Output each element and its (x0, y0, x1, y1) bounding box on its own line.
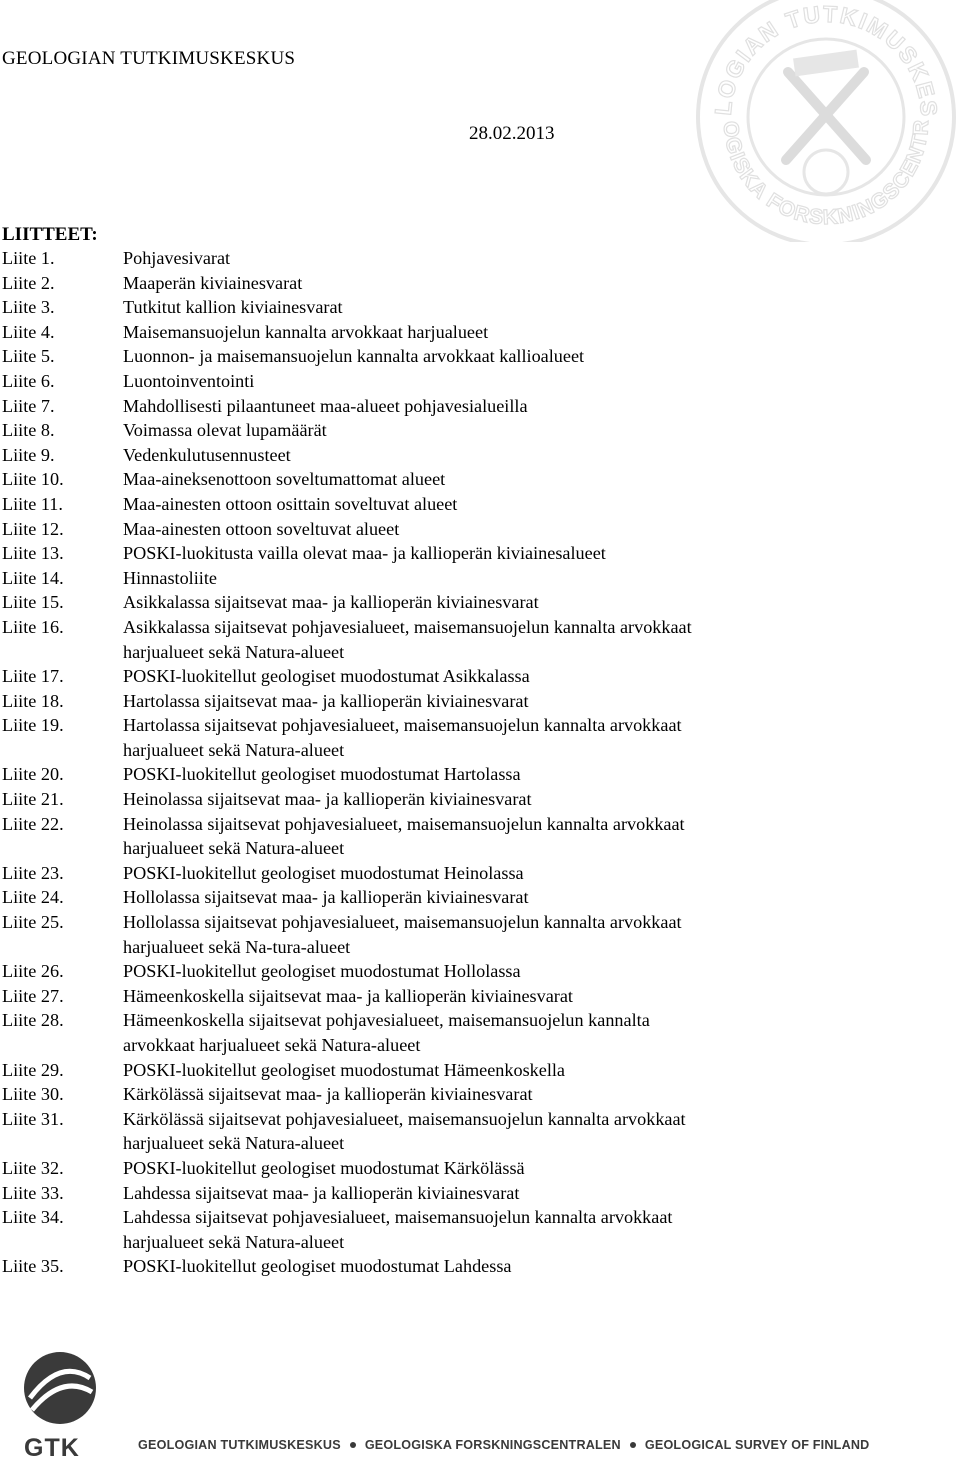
appendix-title: Luontoinventointi (123, 370, 255, 391)
appendix-number: Liite 31. (2, 1108, 64, 1129)
appendix-title: Asikkalassa sijaitsevat maa- ja kallioperän kiviainesvarat (123, 592, 539, 613)
appendix-number: Liite 17. (2, 666, 64, 687)
organization-name: GEOLOGIAN TUTKIMUSKESKUS (2, 48, 296, 69)
appendix-title: Maa-ainesten ottoon soveltuvat alueet (123, 518, 400, 539)
appendix-row (2, 369, 902, 394)
appendix-row (2, 443, 902, 468)
appendix-number: Liite 6. (2, 370, 55, 391)
appendix-row (2, 344, 902, 369)
appendix-row (2, 1205, 902, 1254)
hammer-icon (786, 72, 866, 160)
appendix-row (2, 713, 902, 762)
appendix-row (2, 1156, 902, 1181)
appendix-number: Liite 18. (2, 690, 64, 711)
appendix-list (2, 246, 902, 1279)
appendix-row (2, 861, 902, 886)
appendix-row (2, 664, 902, 689)
appendix-title: POSKI-luokitellut geologiset muodostumat Hartolassa (123, 764, 521, 785)
appendix-row (2, 541, 902, 566)
appendix-row (2, 492, 902, 517)
gtk-seal-watermark (676, 0, 960, 242)
appendix-number: Liite 10. (2, 469, 64, 490)
appendix-number: Liite 11. (2, 493, 63, 514)
appendix-number: Liite 25. (2, 912, 64, 933)
appendix-number: Liite 28. (2, 1010, 64, 1031)
appendix-row (2, 1254, 902, 1279)
appendix-number: Liite 2. (2, 272, 55, 293)
appendix-title: Vedenkulutusennusteet (123, 444, 291, 465)
appendix-number: Liite 21. (2, 789, 64, 810)
separator-dot-icon (630, 1442, 636, 1448)
appendix-title: Mahdollisesti pilaantuneet maa-alueet pohjavesialueilla (123, 395, 528, 416)
appendix-title: Heinolassa sijaitsevat pohjavesialueet, maisemansuojelun kannalta arvokkaat harjualueet sekä Natura-alueet (123, 813, 685, 859)
appendix-title: POSKI-luokitellut geologiset muodostumat Kärkölässä (123, 1157, 525, 1178)
appendix-number: Liite 24. (2, 887, 64, 908)
appendix-row (2, 271, 902, 296)
appendix-title: Luonnon- ja maisemansuojelun kannalta arvokkaat kallioalueet (123, 346, 585, 367)
appendix-title: Lahdessa sijaitsevat pohjavesialueet, maisemansuojelun kannalta arvokkaat harjualueet sekä Natura-alueet (123, 1207, 673, 1252)
appendix-number: Liite 20. (2, 764, 64, 785)
appendix-title: Hämeenkoskella sijaitsevat maa- ja kallioperän kiviainesvarat (123, 985, 573, 1006)
appendix-title: Lahdessa sijaitsevat maa- ja kallioperän kiviainesvarat (123, 1182, 520, 1203)
appendix-number: Liite 33. (2, 1182, 64, 1203)
appendix-row (2, 295, 902, 320)
appendix-title: Kärkölässä sijaitsevat pohjavesialueet, maisemansuojelun kannalta arvokkaat harjualueet sekä Natura-alueet (123, 1108, 686, 1154)
seal-text-top: LOGIAN TUTKIMUSKES (709, 0, 943, 119)
appendix-number: Liite 3. (2, 297, 55, 318)
appendix-number: Liite 13. (2, 543, 64, 564)
appendix-number: Liite 23. (2, 862, 64, 883)
appendix-title: Maa-aineksenottoon soveltumattomat alueet (123, 469, 446, 490)
appendix-number: Liite 29. (2, 1059, 64, 1080)
appendix-row (2, 590, 902, 615)
appendix-title: Hollolassa sijaitsevat maa- ja kallioperän kiviainesvarat (123, 887, 529, 908)
appendix-title: Maaperän kiviainesvarat (123, 272, 303, 293)
appendix-row (2, 1082, 902, 1107)
appendix-row (2, 246, 902, 271)
appendix-number: Liite 34. (2, 1207, 64, 1228)
appendix-number: Liite 8. (2, 420, 55, 441)
appendix-number: Liite 9. (2, 444, 55, 465)
appendix-row (2, 885, 902, 910)
appendix-number: Liite 7. (2, 395, 55, 416)
appendix-row (2, 467, 902, 492)
appendix-title: Asikkalassa sijaitsevat pohjavesialueet, maisemansuojelun kannalta arvokkaat harjualueet sekä Natura-alueet (123, 616, 692, 662)
appendix-row (2, 320, 902, 345)
appendix-title: POSKI-luokitellut geologiset muodostumat Hollolassa (123, 961, 521, 982)
appendix-row (2, 959, 902, 984)
appendix-row (2, 689, 902, 714)
footer-org-fi: GEOLOGIAN TUTKIMUSKESKUS (138, 1438, 341, 1452)
appendix-title: Hartolassa sijaitsevat pohjavesialueet, maisemansuojelun kannalta arvokkaat harjualueet sekä Natura-alueet (123, 715, 682, 760)
appendix-number: Liite 19. (2, 715, 64, 736)
appendix-title: Tutkitut kallion kiviainesvarat (123, 297, 343, 318)
footer-organizations (138, 1438, 869, 1452)
appendix-number: Liite 5. (2, 346, 55, 367)
gtk-logo-text: GTK (24, 1434, 80, 1462)
appendix-number: Liite 16. (2, 616, 64, 637)
gtk-logo-icon (20, 1348, 100, 1428)
appendix-number: Liite 22. (2, 813, 64, 834)
appendix-row (2, 1107, 902, 1156)
appendix-number: Liite 32. (2, 1157, 64, 1178)
appendix-row (2, 517, 902, 542)
appendix-title: POSKI-luokitellut geologiset muodostumat Lahdessa (123, 1256, 512, 1277)
appendix-title: Voimassa olevat lupamäärät (123, 420, 327, 441)
appendix-number: Liite 30. (2, 1084, 64, 1105)
appendix-title: POSKI-luokitellut geologiset muodostumat Heinolassa (123, 862, 524, 883)
appendix-title: Hinnastoliite (123, 567, 217, 588)
appendix-title: POSKI-luokitellut geologiset muodostumat Hämeenkoskella (123, 1059, 565, 1080)
appendix-row (2, 566, 902, 591)
appendix-title: Kärkölässä sijaitsevat maa- ja kallioperän kiviainesvarat (123, 1084, 533, 1105)
document-date: 28.02.2013 (469, 123, 555, 144)
appendix-heading: LIITTEET: (2, 224, 98, 245)
appendix-title: Maisemansuojelun kannalta arvokkaat harjualueet (123, 321, 489, 342)
appendix-title: Maa-ainesten ottoon osittain soveltuvat alueet (123, 493, 458, 514)
appendix-row (2, 812, 902, 861)
footer (20, 1348, 920, 1462)
appendix-title: POSKI-luokitusta vailla olevat maa- ja kallioperän kiviainesalueet (123, 543, 606, 564)
appendix-row (2, 394, 902, 419)
appendix-row (2, 787, 902, 812)
appendix-number: Liite 35. (2, 1256, 64, 1277)
appendix-row (2, 418, 902, 443)
appendix-number: Liite 27. (2, 985, 64, 1006)
appendix-row (2, 615, 902, 664)
appendix-number: Liite 1. (2, 248, 55, 268)
appendix-title: Hartolassa sijaitsevat maa- ja kallioperän kiviainesvarat (123, 690, 529, 711)
appendix-number: Liite 4. (2, 321, 55, 342)
appendix-number: Liite 15. (2, 592, 64, 613)
appendix-row (2, 1058, 902, 1083)
appendix-title: Heinolassa sijaitsevat maa- ja kallioperän kiviainesvarat (123, 789, 532, 810)
appendix-number: Liite 12. (2, 518, 64, 539)
appendix-title: Hollolassa sijaitsevat pohjavesialueet, maisemansuojelun kannalta arvokkaat harjualueet sekä Na-tura-alueet (123, 912, 682, 957)
appendix-row (2, 910, 902, 959)
footer-org-sv: GEOLOGISKA FORSKNINGSCENTRALEN (364, 1438, 621, 1452)
appendix-number: Liite 14. (2, 567, 64, 588)
appendix-row (2, 984, 902, 1009)
seal-text-bottom: OGISKA FORSKNINGSCENTR (718, 118, 934, 230)
footer-org-en: GEOLOGICAL SURVEY OF FINLAND (644, 1438, 870, 1452)
appendix-row (2, 1008, 902, 1057)
appendix-title: POSKI-luokitellut geologiset muodostumat Asikkalassa (123, 666, 530, 687)
appendix-title: Hämeenkoskella sijaitsevat pohjavesialueet, maisemansuojelun kannalta arvokkaat harjualueet sekä Natura-alueet (123, 1010, 650, 1055)
separator-dot-icon (350, 1442, 356, 1448)
appendix-number: Liite 26. (2, 961, 64, 982)
appendix-title: Pohjavesivarat (123, 248, 231, 268)
appendix-row (2, 1181, 902, 1206)
appendix-row (2, 762, 902, 787)
